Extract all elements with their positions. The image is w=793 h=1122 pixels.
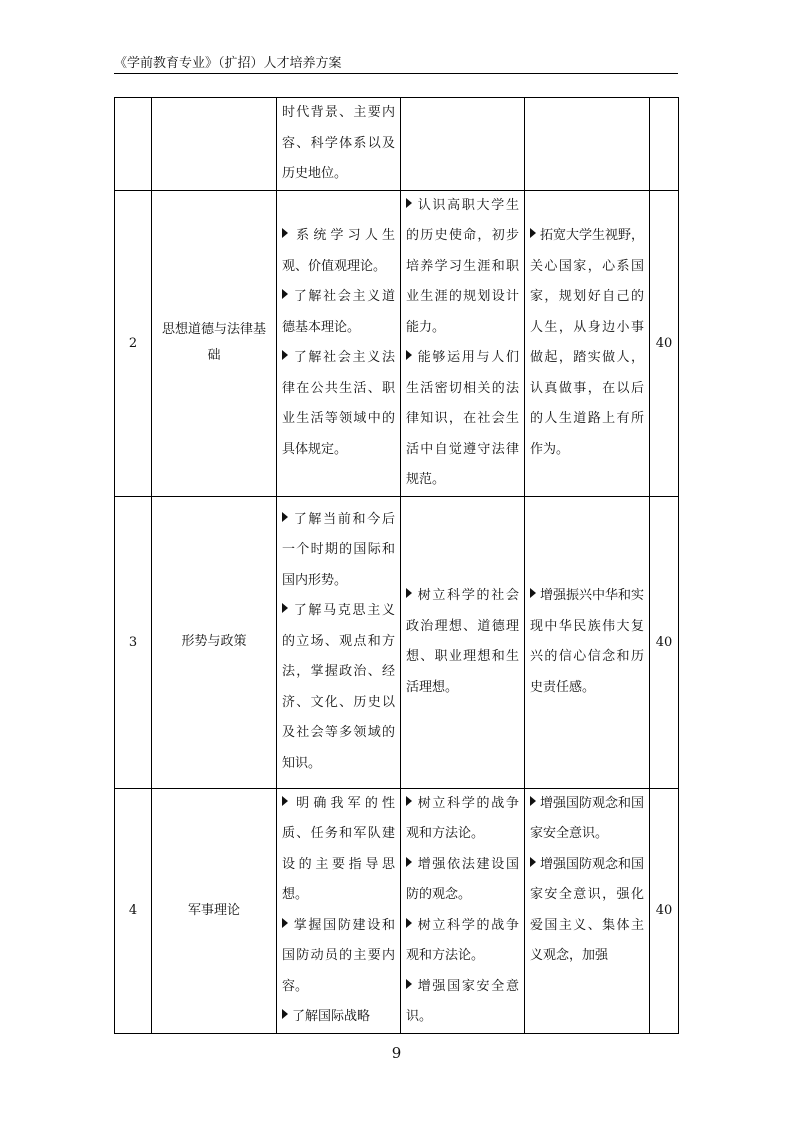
triangle-bullet-icon <box>406 796 412 806</box>
course-name-cell <box>152 98 277 191</box>
objective-text: 了解国际战略 <box>292 1009 371 1024</box>
objective-item <box>282 98 395 190</box>
table-row <box>115 496 679 788</box>
triangle-bullet-icon <box>282 918 288 928</box>
triangle-bullet-icon <box>406 918 412 928</box>
quality-objectives-cell <box>525 788 650 1033</box>
table-row <box>115 190 679 496</box>
curriculum-table <box>114 97 679 1034</box>
objective-item <box>282 1002 395 1033</box>
triangle-bullet-icon <box>282 289 288 299</box>
ability-objectives-cell <box>401 98 525 191</box>
ability-objectives-cell <box>401 496 525 788</box>
knowledge-objectives-cell <box>277 788 401 1033</box>
objective-text: 增强依法建设国防的观念。 <box>406 856 519 902</box>
course-name-cell: 思想道德与法律基础 <box>152 190 277 496</box>
triangle-bullet-icon <box>282 796 288 806</box>
course-number-cell: 2 <box>115 190 152 496</box>
triangle-bullet-icon <box>406 588 412 598</box>
objective-text: 能够运用与人们生活密切相关的法律知识，在社会生活中自觉遵守法律规范。 <box>406 350 519 487</box>
objective-text: 了解马克思主义的立场、观点和方法，掌握政治、经济、文化、历史以及社会等多领域的知识。 <box>282 603 395 771</box>
objective-text: 了解社会主义道德基本理论。 <box>282 289 395 335</box>
knowledge-objectives-cell <box>277 190 401 496</box>
hours-cell: 40 <box>650 496 679 788</box>
page-number: 9 <box>391 1044 402 1062</box>
triangle-bullet-icon <box>282 228 288 238</box>
triangle-bullet-icon <box>530 796 536 806</box>
objective-text: 掌握国防建设和国防动员的主要内容。 <box>282 917 395 994</box>
objective-item <box>282 596 395 779</box>
header-rule <box>114 73 678 74</box>
objective-item <box>282 505 395 597</box>
objective-item <box>282 343 395 465</box>
objective-item <box>406 972 519 1033</box>
objective-item <box>282 911 395 1003</box>
triangle-bullet-icon <box>406 857 412 867</box>
objective-item <box>282 221 395 282</box>
course-number-cell <box>115 98 152 191</box>
objective-text: 树立科学的社会政治理想、道德理想、职业理想和生活理想。 <box>406 588 519 695</box>
triangle-bullet-icon <box>406 350 412 360</box>
triangle-bullet-icon <box>282 603 288 613</box>
table-row <box>115 788 679 1033</box>
objective-item <box>406 850 519 911</box>
ability-objectives-cell <box>401 788 525 1033</box>
quality-objectives-cell <box>525 98 650 191</box>
course-number-cell: 4 <box>115 788 152 1033</box>
objective-text: 增强振兴中华和实现中华民族伟大复兴的信心信念和历史责任感。 <box>530 588 645 695</box>
objective-text: 拓宽大学生视野，关心国家，心系国家，规划好自己的人生，从身边小事做起，踏实做人，认真做事，在以后的人生道路上有所作为。 <box>530 228 645 457</box>
course-name-cell: 形势与政策 <box>152 496 277 788</box>
triangle-bullet-icon <box>282 512 288 522</box>
triangle-bullet-icon <box>530 588 536 598</box>
knowledge-objectives-cell <box>277 98 401 191</box>
objective-text: 了解社会主义法律在公共生活、职业生活等领域中的具体规定。 <box>282 350 395 457</box>
objective-item <box>282 282 395 343</box>
objective-item <box>406 581 519 703</box>
objective-item <box>406 911 519 972</box>
hours-cell: 40 <box>650 190 679 496</box>
objective-item <box>530 581 644 703</box>
course-name-cell: 军事理论 <box>152 788 277 1033</box>
objective-item <box>406 789 519 850</box>
objective-text: 系统学习人生观、价值观理论。 <box>282 228 395 274</box>
table-row <box>115 98 679 191</box>
course-number-cell: 3 <box>115 496 152 788</box>
hours-cell <box>650 98 679 191</box>
document-header: 《学前教育专业》（扩招）人才培养方案 <box>114 56 342 71</box>
objective-item <box>530 850 644 972</box>
hours-cell: 40 <box>650 788 679 1033</box>
knowledge-objectives-cell <box>277 496 401 788</box>
quality-objectives-cell <box>525 190 650 496</box>
objective-text: 树立科学的战争观和方法论。 <box>406 917 519 963</box>
objective-item <box>406 191 519 344</box>
objective-text: 增强国防观念和国家安全意识，强化爱国主义、集体主义观念，加强 <box>530 856 645 963</box>
triangle-bullet-icon <box>406 979 412 989</box>
triangle-bullet-icon <box>282 350 288 360</box>
quality-objectives-cell <box>525 496 650 788</box>
triangle-bullet-icon <box>530 857 536 867</box>
triangle-bullet-icon <box>282 1009 288 1019</box>
objective-item <box>530 789 644 850</box>
triangle-bullet-icon <box>530 228 536 238</box>
objective-text: 明确我军的性质、任务和军队建设的主要指导思想。 <box>282 795 395 902</box>
objective-text: 认识高职大学生的历史使命，初步培养学习生涯和职业生涯的规划设计能力。 <box>406 197 519 335</box>
objective-item <box>406 343 519 496</box>
objective-text: 了解当前和今后一个时期的国际和国内形势。 <box>282 511 395 588</box>
objective-item <box>282 789 395 911</box>
objective-text: 增强国防观念和国家安全意识。 <box>530 795 645 841</box>
objective-text: 树立科学的战争观和方法论。 <box>406 795 519 841</box>
ability-objectives-cell <box>401 190 525 496</box>
triangle-bullet-icon <box>406 198 412 208</box>
objective-text: 时代背景、主要内容、科学体系以及历史地位。 <box>282 105 395 181</box>
objective-text: 增强国家安全意识。 <box>406 978 519 1024</box>
objective-item <box>530 221 644 465</box>
